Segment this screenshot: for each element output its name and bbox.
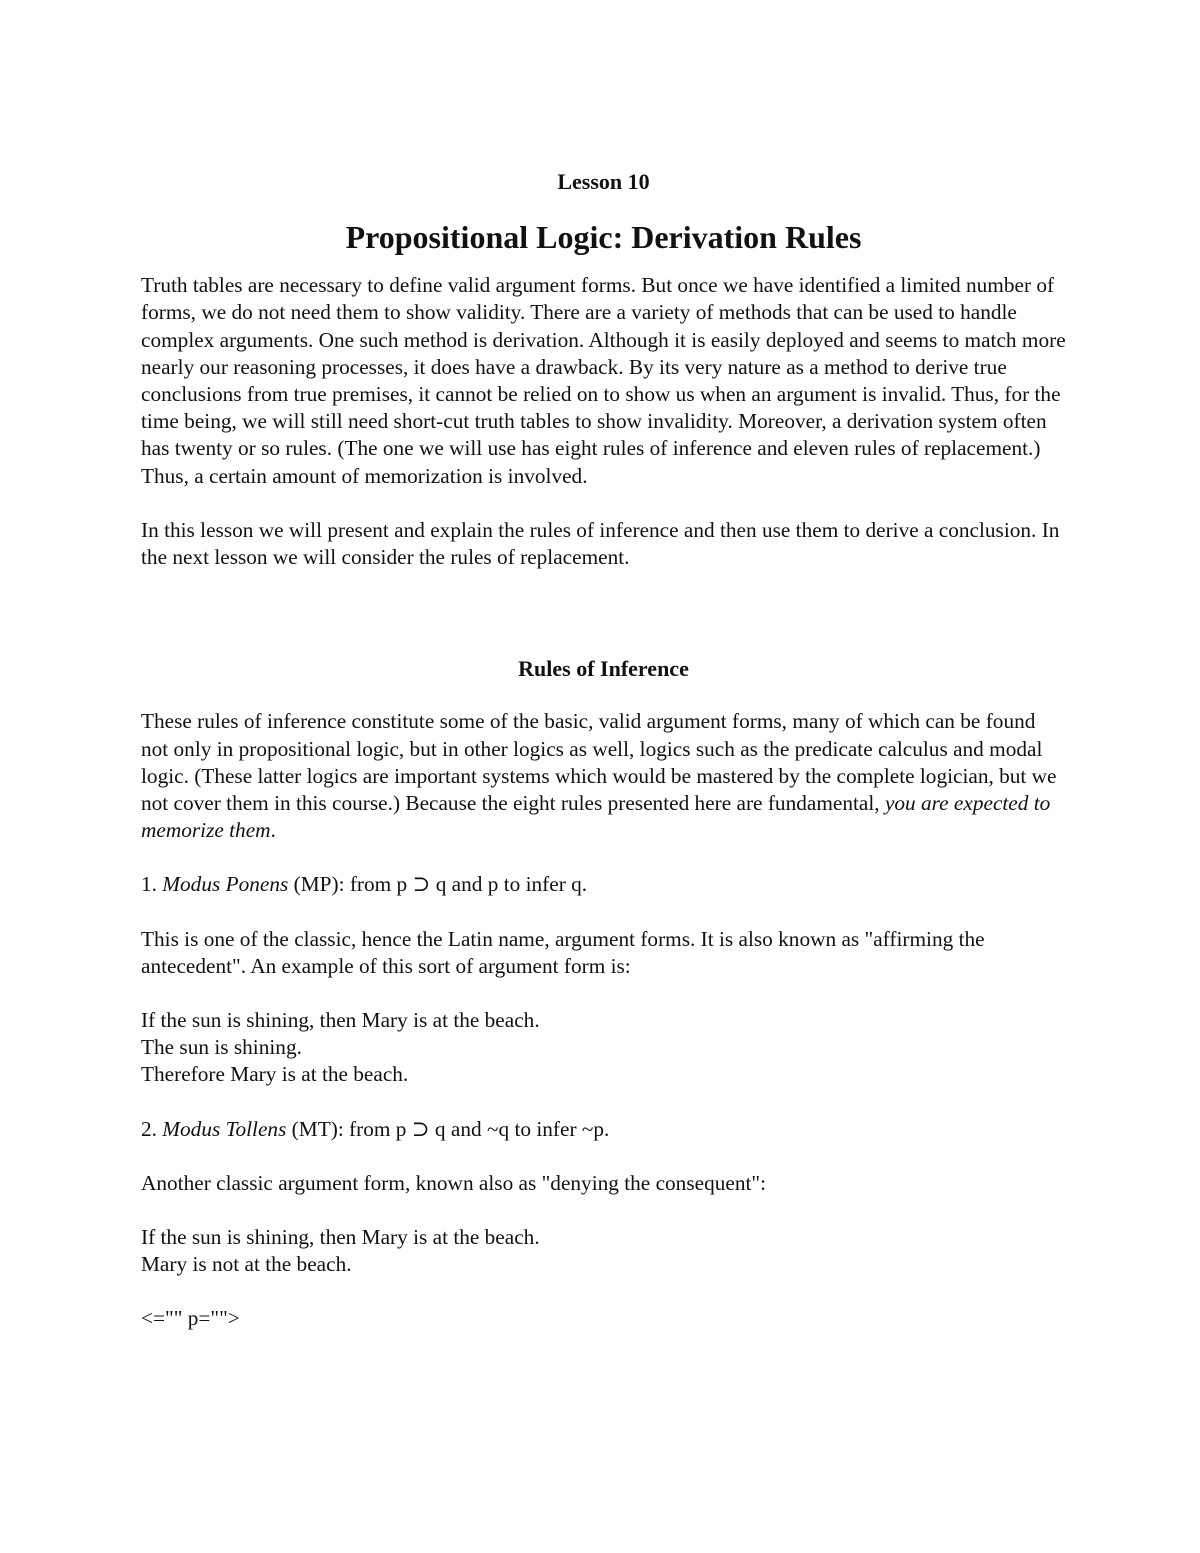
rule-2-definition — [141, 1116, 1066, 1143]
rule-1-example — [141, 1007, 1066, 1089]
intro-paragraph-1: Truth tables are necessary to define valid argument forms. But once we have identified a limited number of forms, we do not need them to show validity. There are a variety of methods that can be used to handle complex arguments. One such method is derivation. Although it is easily deployed and seems to match more nearly our reasoning processes, it does have a drawback. By its very nature as a method to derive true conclusions from true premises, it cannot be relied on to show us when an argument is invalid. Thus, for the time being, we will still need short-cut truth tables to show invalidity. Moreover, a derivation system often has twenty or so rules. (The one we will use has eight rules of inference and eleven rules of replacement.) Thus, a certain amount of memorization is involved. — [141, 273, 1066, 488]
rules-intro-paragraph — [141, 708, 1066, 844]
rule-1-example-line-1: If the sun is shining, then Mary is at the beach. — [141, 1008, 540, 1033]
rule-2-number: 2. — [141, 1116, 163, 1141]
rule-2-explanation: Another classic argument form, known also as "denying the consequent": — [141, 1170, 766, 1195]
rule-1-example-line-3: Therefore Mary is at the beach. — [141, 1062, 409, 1087]
rule-1-example-line-2: The sun is shining. — [141, 1035, 302, 1060]
rule-2-name: Modus Tollens — [162, 1116, 287, 1141]
rule-1-definition — [141, 871, 1066, 898]
rule-1-text: (MP): from p ⊃ q and p to infer q. — [288, 872, 588, 897]
rule-1-name: Modus Ponens — [162, 872, 289, 897]
rule-1-number: 1. — [141, 872, 163, 897]
rules-intro-emphasis: you are expected to memorize them — [141, 791, 1051, 843]
rule-2-example — [141, 1224, 1066, 1278]
rule-2-text: (MT): from p ⊃ q and ~q to infer ~p. — [286, 1116, 610, 1141]
page-title: Propositional Logic: Derivation Rules — [345, 219, 862, 256]
rules-intro-text: These rules of inference constitute some of the basic, valid argument forms, many of which can be found not only in propositional logic, but in other logics as well, logics such as the predicate calculus and modal logic. (These latter logics are important systems which would be mastered by the complete logician, but we not cover them in this course.) Because the eight rules presented here are fundamental, — [141, 709, 1057, 816]
rule-1-explanation: This is one of the classic, hence the Latin name, argument forms. It is also known as "affirming the antecedent". An example of this sort of argument form is: — [141, 926, 985, 978]
rule-2-example-line-1: If the sun is shining, then Mary is at the beach. — [141, 1225, 540, 1250]
lesson-number: Lesson 10 — [557, 169, 650, 194]
rule-2-example-line-2: Mary is not at the beach. — [141, 1252, 352, 1277]
rules-intro-end: . — [270, 818, 276, 843]
document-page — [141, 168, 1066, 1360]
section-heading-rules-of-inference: Rules of Inference — [518, 656, 689, 682]
stray-markup-text: <="" p=""> — [141, 1306, 240, 1331]
intro-paragraph-2: In this lesson we will present and explain the rules of inference and then use them to derive a conclusion. In the next lesson we will consider the rules of replacement. — [141, 517, 1060, 570]
